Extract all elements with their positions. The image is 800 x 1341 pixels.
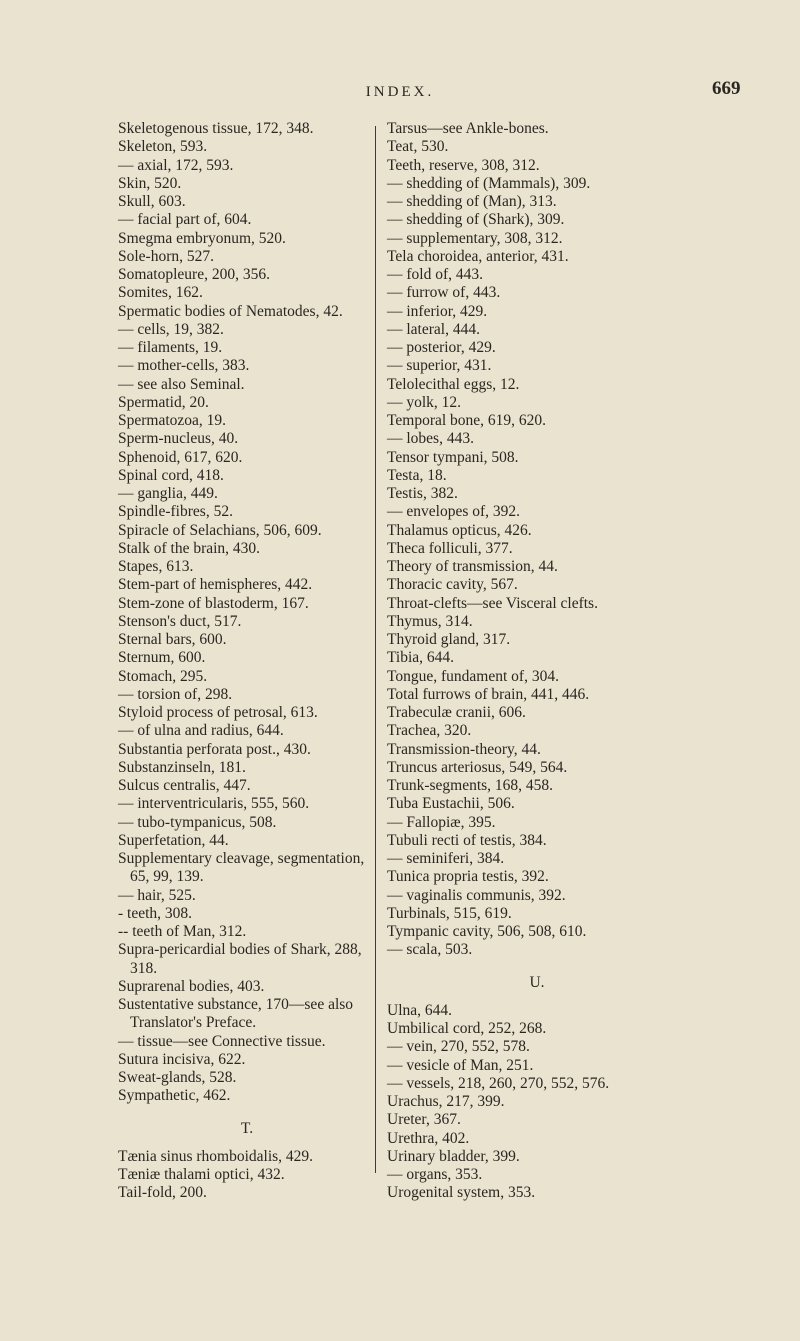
index-entry: — filaments, 19. — [118, 339, 223, 356]
index-entry: Supra-pericardial bodies of Shark, 288, 318. — [118, 941, 362, 977]
t-entries-list-left — [118, 1148, 376, 1203]
index-entry: Stem-part of hemispheres, 442. — [118, 576, 313, 594]
index-entry: Sternum, 600. — [118, 649, 206, 667]
index-entry: Tæniæ thalami optici, 432. — [118, 1166, 285, 1183]
index-entry: Somites, 162. — [118, 284, 203, 302]
index-entry: Somatopleure, 200, 356. — [118, 266, 270, 283]
index-entry: Telolecithal eggs, 12. — [387, 375, 520, 393]
index-entry: — hair, 525. — [118, 886, 196, 904]
index-entry: Substantia perforata post., 430. — [118, 740, 311, 758]
index-entry: — yolk, 12. — [387, 393, 462, 411]
index-entry: — lobes, 443. — [387, 430, 474, 448]
index-entry: Throat-clefts—see Visceral clefts. — [387, 594, 598, 612]
index-entry: Tænia sinus rhomboidalis, 429. — [118, 1147, 314, 1165]
index-entry: Trunk-segments, 168, 458. — [387, 777, 554, 794]
index-entry: Styloid process of petrosal, 613. — [118, 704, 318, 721]
index-entry: Superfetation, 44. — [118, 831, 229, 849]
index-entry: Stem-zone of blastoderm, 167. — [118, 594, 309, 612]
index-entry: -- teeth of Man, 312. — [118, 923, 247, 940]
index-entry: Truncus arteriosus, 549, 564. — [387, 758, 568, 776]
index-entry: Skull, 603. — [118, 193, 186, 210]
index-entry: — fold of, 443. — [387, 266, 484, 283]
index-entry: Temporal bone, 619, 620. — [387, 412, 547, 429]
index-entry: — shedding of (Man), 313. — [387, 193, 557, 210]
index-entry: Stomach, 295. — [118, 667, 208, 685]
index-entry: Spiracle of Selachians, 506, 609. — [118, 521, 322, 539]
index-entry: — ganglia, 449. — [118, 485, 218, 502]
index-entry: — see also Seminal. — [118, 375, 245, 393]
index-entry: — seminiferi, 384. — [387, 850, 505, 867]
index-entry: — tissue—see Connective tissue. — [118, 1032, 326, 1050]
index-entry: Testis, 382. — [387, 485, 458, 502]
index-entry: — inferior, 429. — [387, 302, 488, 320]
index-entry: Urinary bladder, 399. — [387, 1147, 520, 1165]
index-entry: — organs, 353. — [387, 1166, 483, 1183]
index-entry: Trabeculæ cranii, 606. — [387, 704, 526, 721]
index-entry: Trachea, 320. — [387, 722, 472, 740]
index-entry: Spinal cord, 418. — [118, 466, 224, 484]
index-entry: Teat, 530. — [387, 138, 449, 156]
index-entry: Spermatozoa, 19. — [118, 412, 227, 429]
index-entry: Sustentative substance, 170—see also Translator's Preface. — [118, 996, 354, 1032]
index-entry: Thymus, 314. — [387, 612, 473, 630]
index-entry: Tela choroidea, anterior, 431. — [387, 247, 569, 265]
index-entry: Tunica propria testis, 392. — [387, 868, 549, 886]
index-entry: Sutura incisiva, 622. — [118, 1050, 246, 1068]
index-entry: Testa, 18. — [387, 466, 447, 484]
index-entry: Ureter, 367. — [387, 1111, 461, 1129]
index-entry: Stenson's duct, 517. — [118, 612, 242, 630]
index-entry: Spermatic bodies of Nematodes, 42. — [118, 302, 343, 320]
index-entry: — of ulna and radius, 644. — [118, 722, 284, 740]
index-entry: Tibia, 644. — [387, 649, 455, 667]
index-entry: Substanzinseln, 181. — [118, 758, 246, 776]
index-entry: Stalk of the brain, 430. — [118, 539, 261, 557]
index-entry: Tarsus—see Ankle-bones. — [387, 120, 549, 137]
index-entry: Skeletogenous tissue, 172, 348. — [118, 120, 314, 137]
left-index-column — [118, 120, 376, 1203]
running-header: INDEX. — [365, 84, 435, 100]
index-entry: Suprarenal bodies, 403. — [118, 977, 265, 995]
index-entry: Theory of transmission, 44. — [387, 558, 558, 575]
index-entry: — cells, 19, 382. — [118, 320, 224, 338]
index-entry: — lateral, 444. — [387, 320, 480, 338]
index-entry: Thalamus opticus, 426. — [387, 521, 532, 539]
index-entry: — supplementary, 308, 312. — [387, 229, 563, 247]
right-index-column — [387, 120, 687, 1203]
index-entry: — vessels, 218, 260, 270, 552, 576. — [387, 1074, 610, 1092]
index-entry: Tympanic cavity, 506, 508, 610. — [387, 923, 587, 940]
index-entry: Sperm-nucleus, 40. — [118, 430, 239, 448]
index-entry: — shedding of (Mammals), 309. — [387, 174, 591, 192]
index-entry: Urethra, 402. — [387, 1129, 470, 1147]
index-entry: — vaginalis communis, 392. — [387, 886, 566, 904]
index-entry: — shedding of (Shark), 309. — [387, 211, 565, 229]
index-entry: - teeth, 308. — [118, 904, 193, 922]
index-entry: Transmission-theory, 44. — [387, 740, 541, 758]
index-entry: Sweat-glands, 528. — [118, 1069, 237, 1086]
index-entry: Stapes, 613. — [118, 558, 194, 575]
index-entry: — scala, 503. — [387, 941, 473, 959]
index-entry: Sympathetic, 462. — [118, 1087, 231, 1105]
index-entry: Supplementary cleavage, segmentation, 65, 99, 139. — [118, 850, 365, 886]
index-entry: — vesicle of Man, 251. — [387, 1056, 534, 1074]
index-entry: — posterior, 429. — [387, 339, 496, 356]
index-entry: Thoracic cavity, 567. — [387, 576, 518, 594]
index-entry: — interventricularis, 555, 560. — [118, 795, 310, 813]
index-entry: Skeleton, 593. — [118, 138, 208, 156]
index-entry: Teeth, reserve, 308, 312. — [387, 156, 540, 174]
index-entry: Sole-horn, 527. — [118, 247, 215, 265]
index-entry: Spindle-fibres, 52. — [118, 503, 233, 521]
index-entry: Total furrows of brain, 441, 446. — [387, 685, 590, 703]
u-entries-list — [387, 1002, 687, 1203]
index-entry: — mother-cells, 383. — [118, 357, 250, 375]
index-entry: — envelopes of, 392. — [387, 503, 521, 521]
column-divider — [375, 126, 376, 1173]
section-letter-u: U. — [529, 973, 545, 991]
index-entry: — furrow of, 443. — [387, 284, 501, 302]
index-entry: Umbilical cord, 252, 268. — [387, 1020, 547, 1037]
s-entries-list — [118, 120, 376, 1106]
index-entry: — superior, 431. — [387, 357, 492, 375]
index-entry: Turbinals, 515, 619. — [387, 904, 512, 922]
index-entry: Skin, 520. — [118, 174, 182, 192]
index-entry: Sphenoid, 617, 620. — [118, 448, 243, 466]
index-entry: — Fallopiæ, 395. — [387, 813, 496, 831]
index-entry: Tongue, fundament of, 304. — [387, 667, 559, 685]
index-entry: Urogenital system, 353. — [387, 1184, 536, 1202]
index-entry: Urachus, 217, 399. — [387, 1093, 505, 1110]
index-entry: — axial, 172, 593. — [118, 156, 234, 174]
index-entry: Tensor tympani, 508. — [387, 448, 519, 466]
index-entry: Smegma embryonum, 520. — [118, 229, 286, 247]
page-number: 669 — [712, 78, 741, 99]
t-entries-list-right — [387, 120, 687, 960]
index-entry: — vein, 270, 552, 578. — [387, 1038, 530, 1056]
index-entry: — tubo-tympanicus, 508. — [118, 813, 277, 831]
index-entry: — facial part of, 604. — [118, 211, 252, 229]
index-entry: Thyroid gland, 317. — [387, 631, 511, 648]
index-entry: Spermatid, 20. — [118, 393, 209, 411]
index-entry: Ulna, 644. — [387, 1001, 453, 1019]
index-entry: Sternal bars, 600. — [118, 631, 227, 648]
index-entry: Theca folliculi, 377. — [387, 539, 513, 557]
index-entry: Tail-fold, 200. — [118, 1184, 207, 1202]
section-letter-t: T. — [240, 1119, 254, 1137]
index-entry: — torsion of, 298. — [118, 685, 233, 703]
index-entry: Tuba Eustachii, 506. — [387, 795, 515, 813]
index-entry: Sulcus centralis, 447. — [118, 777, 251, 794]
index-entry: Tubuli recti of testis, 384. — [387, 831, 547, 849]
